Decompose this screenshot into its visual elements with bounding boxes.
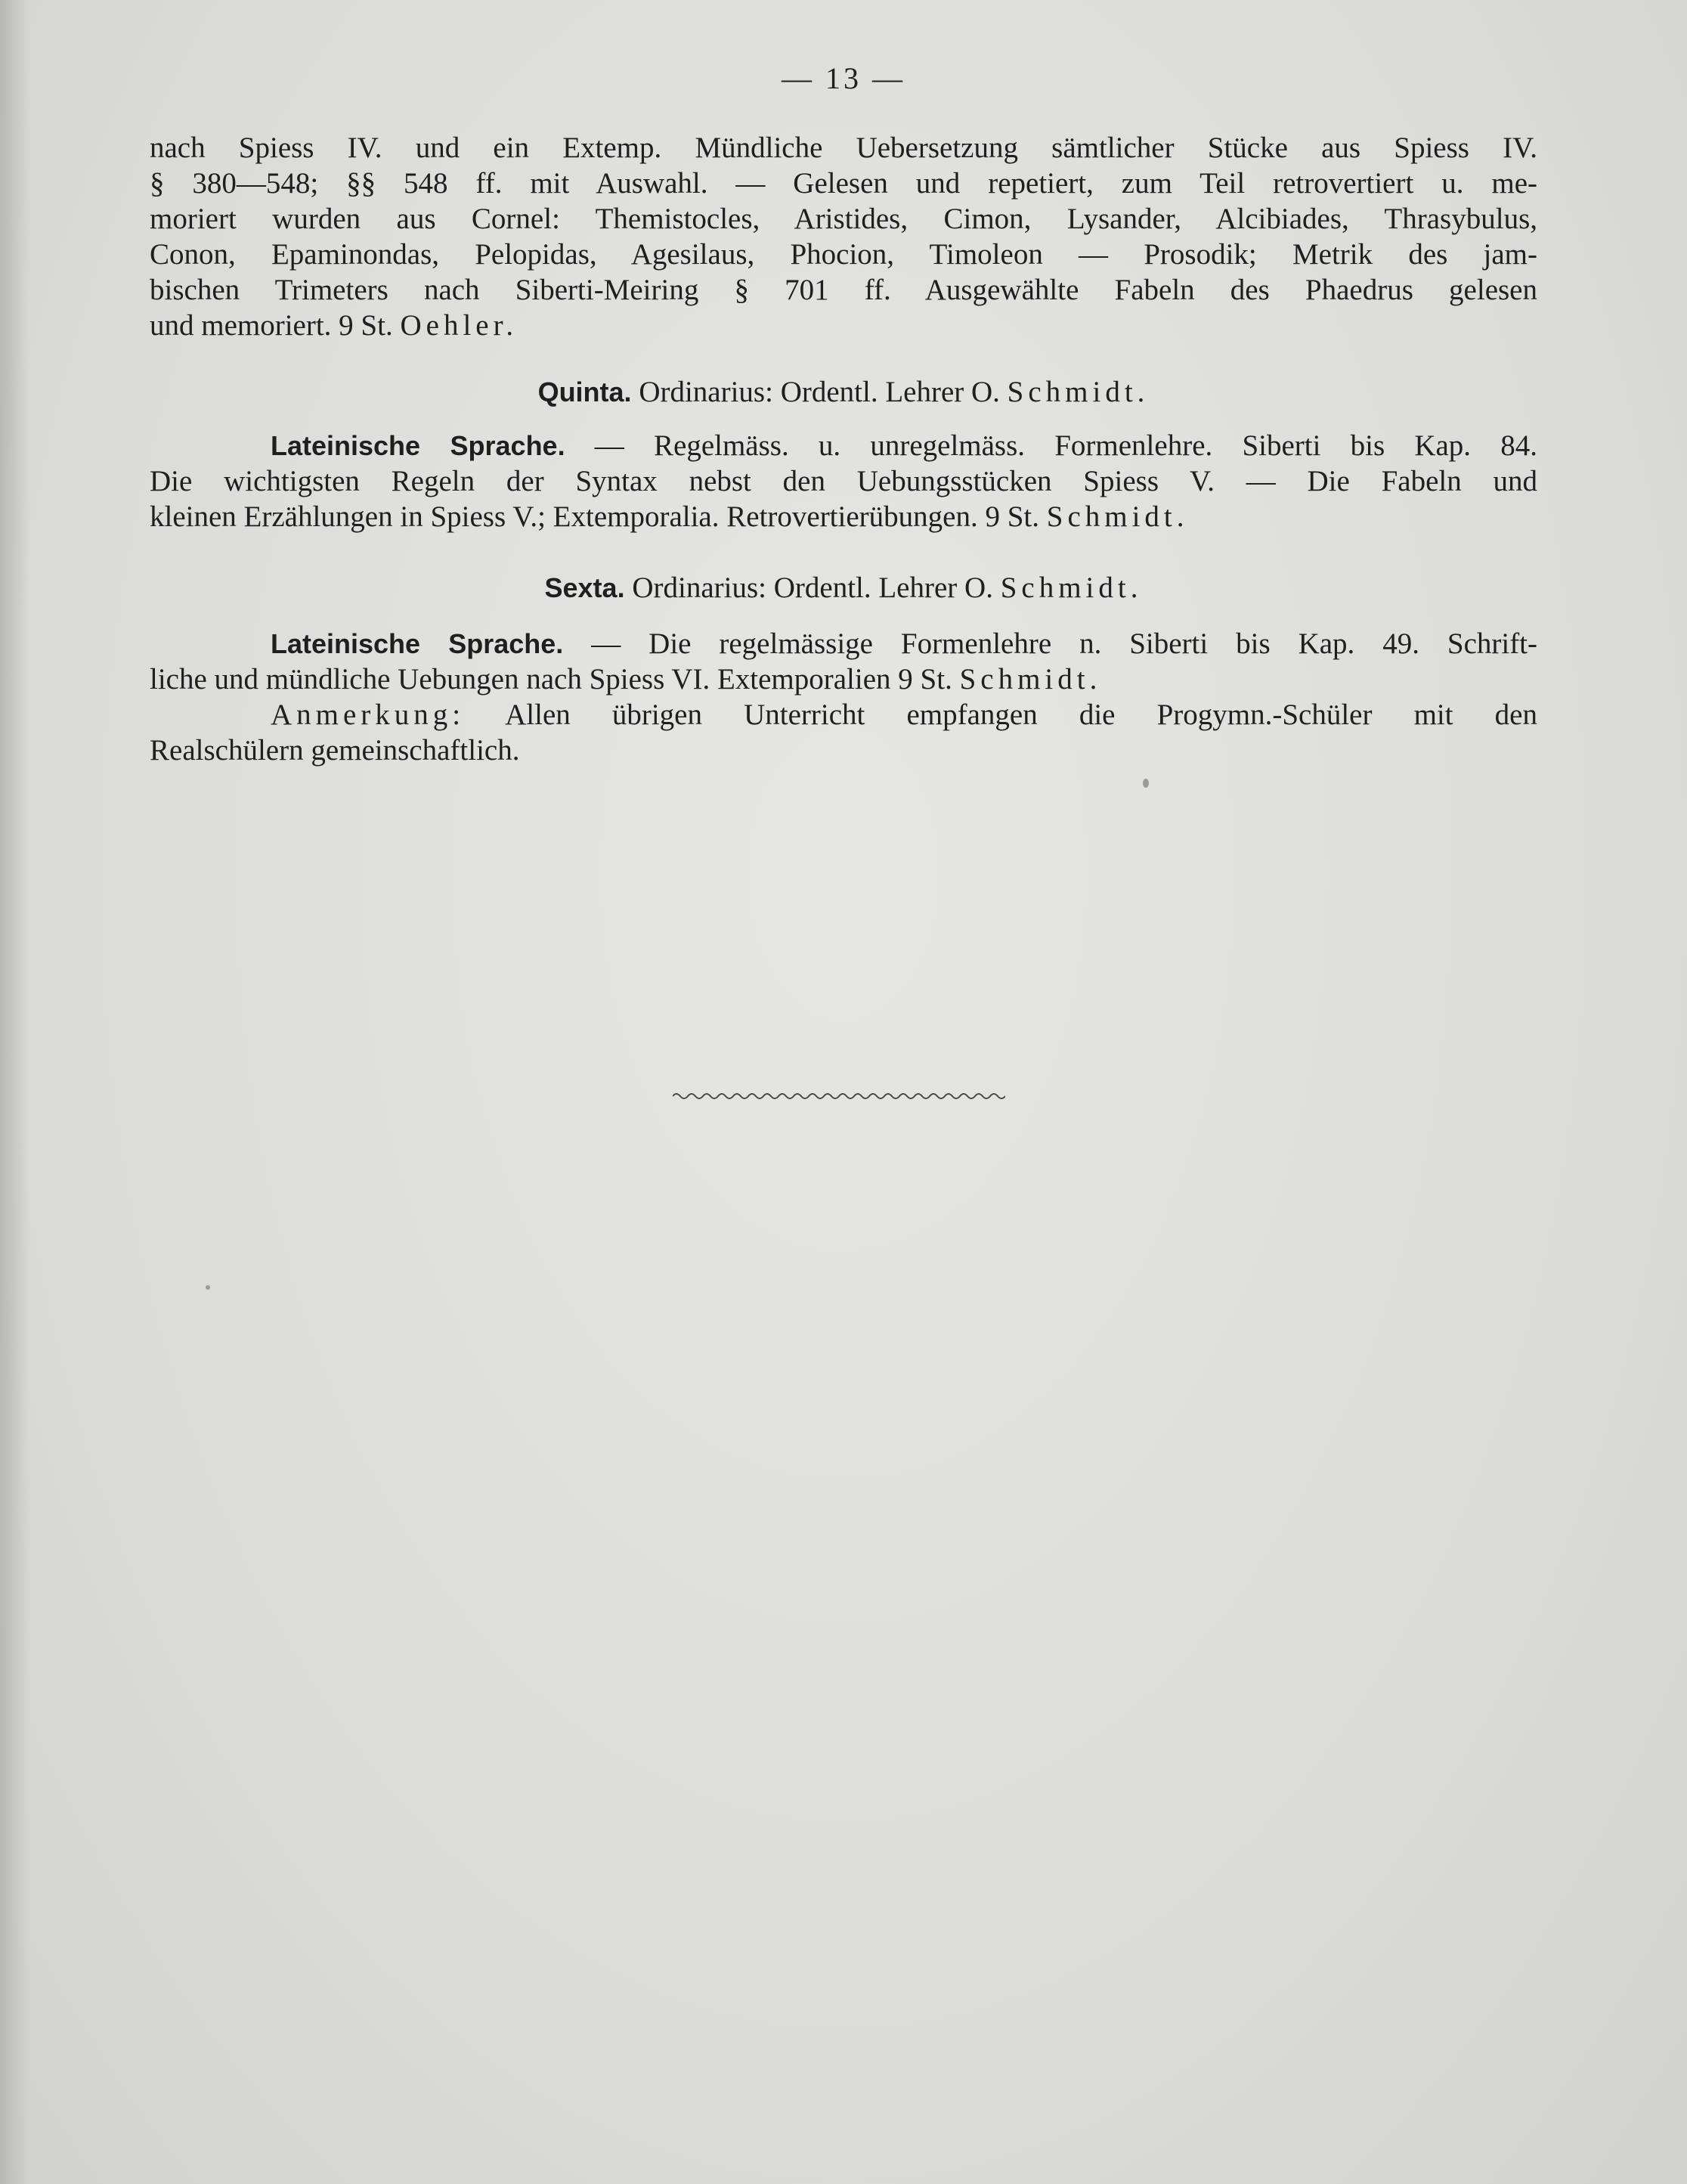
section-heading-quinta: [0, 375, 1687, 409]
text-line: § 380—548; §§ 548 ff. mit Auswahl. — Gelesen und repetiert, zum Teil retrovertiert u. me-: [150, 167, 1537, 200]
text-fragment: liche und mündliche Uebungen nach Spiess VI. Extemporalien 9 St.: [150, 663, 952, 695]
text-line: [150, 697, 1537, 733]
page-number: — 13 —: [782, 61, 905, 95]
teacher-name: Schmidt.: [959, 663, 1102, 695]
paper-blemish: [1143, 779, 1149, 788]
section-title: Sexta.: [544, 572, 625, 603]
text-line: [150, 661, 1537, 697]
section-ordinarius: Ordinarius: Ordentl. Lehrer O.: [639, 376, 1000, 408]
text-fragment: — Die regelmässige Formenlehre n. Siberti bis Kap. 49. Schrift-: [591, 627, 1538, 660]
text-line: bischen Trimeters nach Siberti-Meiring § 701 ff. Ausgewählte Fabeln des Phaedrus gelesen: [150, 274, 1537, 306]
text-line: [150, 308, 1537, 343]
text-fragment: kleinen Erzählungen in Spiess V.; Extemporalia. Retrovertierübungen. 9 St.: [150, 500, 1039, 533]
page-gutter-shadow: [0, 0, 30, 2184]
teacher-name: Oehler.: [400, 309, 518, 342]
note-label: Anmerkung:: [271, 699, 466, 731]
decorative-wavy-rule: [673, 1089, 1005, 1104]
teacher-name: Schmidt.: [1000, 572, 1143, 604]
teacher-name: Schmidt.: [1046, 500, 1189, 533]
subject-label: Lateinische Sprache.: [271, 628, 564, 659]
text-fragment: und memoriert. 9 St.: [150, 309, 393, 342]
paragraph-quinta: [150, 428, 1537, 534]
text-line: Conon, Epaminondas, Pelopidas, Agesilaus, Phocion, Timoleon — Prosodik; Metrik des jam-: [150, 238, 1537, 271]
paragraph-quarta-continuation: [150, 130, 1537, 343]
text-fragment: Allen übrigen Unterricht empfangen die Progymn.-Schüler mit den: [505, 699, 1537, 731]
text-line: moriert wurden aus Cornel: Themistocles, Aristides, Cimon, Lysander, Alcibiades, Thrasybulus,: [150, 203, 1537, 235]
section-heading-sexta: [0, 571, 1687, 605]
paragraph-sexta: [150, 626, 1537, 768]
section-ordinarius: Ordinarius: Ordentl. Lehrer O.: [632, 572, 993, 604]
paper-blemish: [206, 1285, 210, 1290]
section-title: Quinta.: [537, 376, 632, 407]
text-line: Die wichtigsten Regeln der Syntax nebst den Uebungsstücken Spiess V. — Die Fabeln und: [150, 465, 1537, 497]
subject-label: Lateinische Sprache.: [271, 430, 565, 461]
text-fragment: — Regelmäss. u. unregelmäss. Formenlehre. Siberti bis Kap. 84.: [594, 429, 1538, 462]
text-line: [150, 499, 1537, 534]
text-line: nach Spiess IV. und ein Extemp. Mündliche Uebersetzung sämtlicher Stücke aus Spiess IV.: [150, 132, 1537, 164]
text-line: Realschülern gemeinschaftlich.: [150, 734, 520, 767]
text-line: [150, 428, 1537, 463]
teacher-name: Schmidt.: [1007, 376, 1150, 408]
text-line: [150, 626, 1537, 661]
